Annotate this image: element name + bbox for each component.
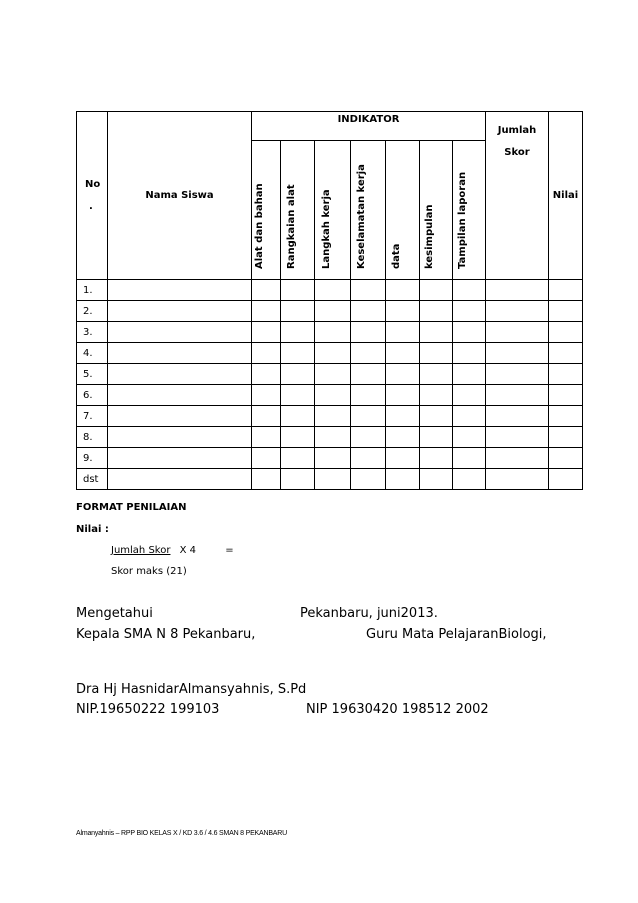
table-cell — [315, 385, 351, 406]
table-cell — [420, 448, 453, 469]
table-cell — [351, 364, 386, 385]
table-cell — [351, 343, 386, 364]
table-cell — [315, 322, 351, 343]
sig-right-nip: NIP 19630420 198512 2002 — [306, 702, 489, 717]
sig-left-name: Dra Hj HasnidarAlmansyahnis, S.Pd — [76, 682, 307, 697]
table-cell — [252, 301, 281, 322]
table-cell — [549, 322, 583, 343]
table-cell — [486, 343, 549, 364]
table-cell — [420, 406, 453, 427]
table-cell — [549, 385, 583, 406]
table-cell — [108, 343, 252, 364]
table-cell — [315, 469, 351, 490]
table-row — [77, 280, 583, 301]
table-cell — [420, 322, 453, 343]
table-cell — [486, 322, 549, 343]
row-number: 4. — [77, 343, 108, 364]
row-number: 3. — [77, 322, 108, 343]
table-cell — [420, 385, 453, 406]
indicator-header: kesimpulan — [420, 141, 453, 280]
indicator-header: Langkah kerja — [315, 141, 351, 280]
table-cell — [386, 427, 420, 448]
table-cell — [281, 301, 315, 322]
table-cell — [281, 364, 315, 385]
table-cell — [486, 469, 549, 490]
table-cell — [549, 406, 583, 427]
sig-guru: Guru Mata PelajaranBiologi, — [366, 627, 547, 642]
table-row — [77, 448, 583, 469]
row-number: 5. — [77, 364, 108, 385]
table-cell — [108, 406, 252, 427]
table-cell — [486, 427, 549, 448]
table-cell — [453, 406, 486, 427]
table-cell — [386, 385, 420, 406]
table-cell — [315, 280, 351, 301]
nilai-label: Nilai : — [76, 524, 109, 535]
indicator-header: Tampilan laporan — [453, 141, 486, 280]
indicator-header: Alat dan bahan — [252, 141, 281, 280]
table-row — [77, 469, 583, 490]
table-cell — [252, 469, 281, 490]
table-cell — [386, 343, 420, 364]
table-cell — [281, 406, 315, 427]
table-cell — [252, 427, 281, 448]
table-cell — [351, 385, 386, 406]
page-footer: Almanyahnis – RPP BIO KELAS X / KD 3.6 / 4.6 SMAN 8 PEKANBARU — [76, 830, 287, 837]
table-cell — [351, 469, 386, 490]
row-number: dst — [77, 469, 108, 490]
table-cell — [315, 364, 351, 385]
table-cell — [108, 448, 252, 469]
table-cell — [453, 364, 486, 385]
table-cell — [281, 343, 315, 364]
multiplier-text: X 4 — [179, 545, 197, 556]
table-cell — [108, 301, 252, 322]
table-row — [77, 427, 583, 448]
table-cell — [315, 427, 351, 448]
table-cell — [486, 280, 549, 301]
table-cell — [453, 301, 486, 322]
table-cell — [108, 427, 252, 448]
table-cell — [351, 427, 386, 448]
table-cell — [453, 385, 486, 406]
table-cell — [386, 448, 420, 469]
table-row — [77, 364, 583, 385]
table-cell — [252, 343, 281, 364]
row-number: 8. — [77, 427, 108, 448]
table-cell — [386, 364, 420, 385]
table-cell — [252, 385, 281, 406]
table-cell — [453, 448, 486, 469]
table-cell — [252, 406, 281, 427]
header-nilai: Nilai — [549, 112, 583, 280]
table-cell — [486, 364, 549, 385]
table-cell — [281, 469, 315, 490]
table-cell — [351, 301, 386, 322]
row-number: 9. — [77, 448, 108, 469]
table-cell — [315, 343, 351, 364]
table-cell — [386, 469, 420, 490]
equals-text: = — [225, 545, 234, 556]
table-cell — [549, 280, 583, 301]
table-cell — [420, 280, 453, 301]
table-cell — [315, 406, 351, 427]
table-cell — [453, 280, 486, 301]
table-row — [77, 343, 583, 364]
table-cell — [549, 427, 583, 448]
header-jumlah-skor: Jumlah Skor — [486, 112, 549, 280]
formula-denominator: Skor maks (21) — [111, 566, 187, 577]
table-cell — [420, 469, 453, 490]
table-cell — [486, 301, 549, 322]
row-number: 7. — [77, 406, 108, 427]
indicator-header: data — [386, 141, 420, 280]
table-cell — [281, 427, 315, 448]
sig-place-date: Pekanbaru, juni2013. — [300, 606, 438, 621]
header-indikator: INDIKATOR — [252, 112, 486, 141]
table-cell — [549, 469, 583, 490]
table-cell — [281, 280, 315, 301]
sig-mengetahui: Mengetahui — [76, 606, 153, 621]
table-cell — [108, 280, 252, 301]
table-cell — [108, 385, 252, 406]
table-cell — [453, 322, 486, 343]
table-cell — [252, 364, 281, 385]
table-cell — [386, 322, 420, 343]
table-cell — [420, 364, 453, 385]
table-cell — [386, 406, 420, 427]
table-cell — [420, 427, 453, 448]
table-cell — [252, 280, 281, 301]
sig-left-nip: NIP.19650222 199103 — [76, 702, 220, 717]
row-number: 1. — [77, 280, 108, 301]
table-cell — [420, 343, 453, 364]
assessment-table — [76, 111, 583, 490]
table-cell — [486, 448, 549, 469]
formula-numerator — [111, 545, 234, 556]
table-cell — [420, 301, 453, 322]
table-cell — [351, 448, 386, 469]
table-cell — [453, 343, 486, 364]
numerator-text: Jumlah Skor — [111, 545, 171, 556]
table-cell — [281, 448, 315, 469]
row-number: 2. — [77, 301, 108, 322]
format-title: FORMAT PENILAIAN — [76, 502, 187, 513]
table-cell — [108, 469, 252, 490]
table-cell — [351, 280, 386, 301]
table-cell — [453, 469, 486, 490]
table-cell — [315, 448, 351, 469]
table-cell — [549, 343, 583, 364]
table-cell — [351, 406, 386, 427]
indicator-header: Keselamatan kerja — [351, 141, 386, 280]
table-row — [77, 301, 583, 322]
table-cell — [108, 364, 252, 385]
table-cell — [351, 322, 386, 343]
table-cell — [315, 301, 351, 322]
table-cell — [453, 427, 486, 448]
table-cell — [549, 364, 583, 385]
table-cell — [252, 448, 281, 469]
header-nama-siswa: Nama Siswa — [108, 112, 252, 280]
table-cell — [549, 301, 583, 322]
table-row — [77, 406, 583, 427]
row-number: 6. — [77, 385, 108, 406]
indicator-header: Rangkaian alat — [281, 141, 315, 280]
table-cell — [252, 322, 281, 343]
table-cell — [549, 448, 583, 469]
table-cell — [281, 322, 315, 343]
table-cell — [486, 385, 549, 406]
sig-kepala: Kepala SMA N 8 Pekanbaru, — [76, 627, 256, 642]
table-cell — [108, 322, 252, 343]
table-row — [77, 322, 583, 343]
header-no: No . — [77, 112, 108, 280]
table-cell — [281, 385, 315, 406]
table-row — [77, 385, 583, 406]
table-cell — [486, 406, 549, 427]
table-cell — [386, 280, 420, 301]
table-cell — [386, 301, 420, 322]
